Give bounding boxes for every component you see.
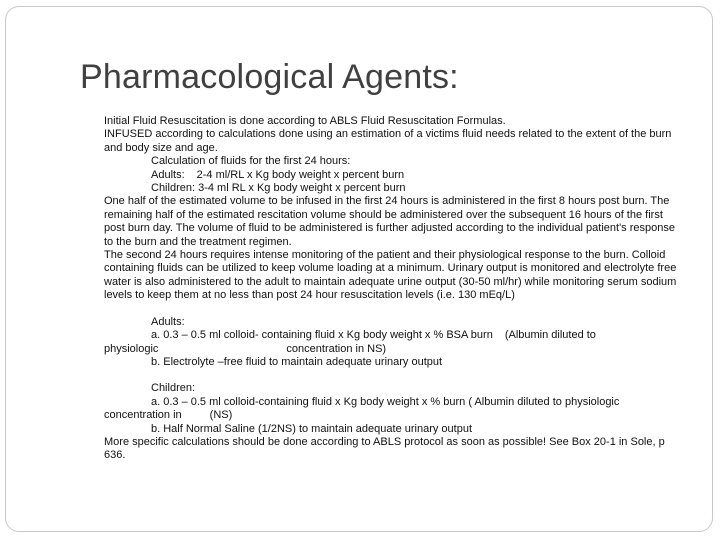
body-line: a. 0.3 – 0.5 ml colloid-containing fluid x Kg body weight x % burn ( Albumin diluted to physiologic — [151, 395, 620, 408]
body-paragraph: One half of the estimated volume to be infused in the first 24 hours is administered in the first 8 hours post burn. The remaining half of the estimated rescitation volume should be administered over the subsequent 16 hours of the first post burn day. The volume of fluid to be administered is further adjusted according to the individual patient's response to the burn and the treatment regimen. — [104, 195, 675, 248]
body-line: INFUSED according to calculations done using an estimation of a victims fluid needs related to the extent of the burn and body size and age. — [104, 128, 672, 154]
slide-title: Pharmacological Agents: — [80, 58, 459, 96]
body-line: Calculation of fluids for the first 24 hours: — [151, 155, 351, 168]
body-line — [104, 169, 680, 182]
body-line: Children: — [151, 382, 196, 395]
slide-body — [104, 115, 680, 463]
body-line: concentration in (NS) — [104, 409, 233, 422]
body-line: Children: 3-4 ml RL x Kg body weight x percent burn — [151, 182, 406, 195]
body-line: More specific calculations should be done according to ABLS protocol as soon as possible! See Box 20-1 in Sole, p 636. — [104, 435, 665, 462]
body-line: b. Electrolyte –free fluid to maintain adequate urinary output — [151, 355, 443, 368]
body-line: b. Half Normal Saline (1/2NS) to maintain adequate urinary output — [151, 422, 473, 435]
body-line: Initial Fluid Resuscitation is done according to ABLS Fluid Resuscitation Formulas. — [104, 115, 506, 127]
body-line: physiologic concentration in NS) — [104, 342, 387, 355]
adults-formula: 2-4 ml/RL x Kg body weight x percent burn — [196, 168, 405, 181]
body-paragraph: The second 24 hours requires intense monitoring of the patient and their physiological response to the burn. Colloid containing fluids can be utilized to keep volume loading at a minimum. Urinary output is monitored and electrolyte free water is also administered to the adult to maintain adequate urine output (30-50 ml/hr) while monitoring serum sodium levels to keep them at no less than post 24 hour resuscitation levels (i.e. 130 mEq/L) — [104, 249, 677, 302]
body-line: Adults: — [151, 315, 185, 328]
adults-label: Adults: — [151, 168, 185, 181]
body-line: a. 0.3 – 0.5 ml colloid- containing fluid x Kg body weight x % BSA burn (Albumin diluted to — [151, 329, 596, 342]
